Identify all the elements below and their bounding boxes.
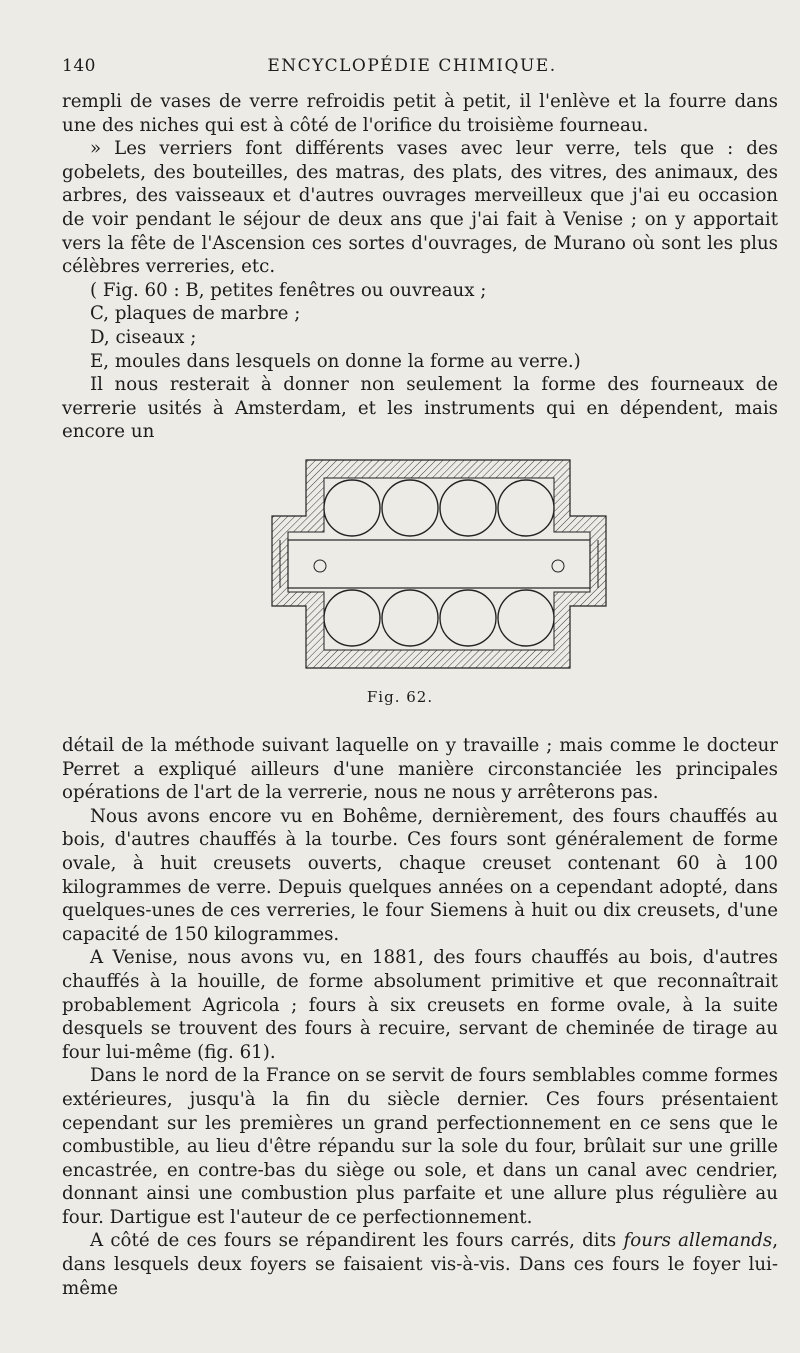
crucible-top-3	[440, 480, 496, 536]
crucible-bottom-3	[440, 590, 496, 646]
crucible-bottom-4	[498, 590, 554, 646]
crucible-bottom-2	[382, 590, 438, 646]
legend-line-b: ( Fig. 60 : B, petites fenêtres ou ouvreaux ;	[90, 279, 487, 301]
fours-carres-end: , dans lesquels deux foyers se faisaient vis-à-vis. Dans ces fours le foyer lui-même	[62, 1230, 778, 1299]
paragraph-continuation: rempli de vases de verre refroidis petit à petit, il l'enlève et la fourre dans une des niches qui est à côté de l'orifice du troisième fourneau.	[62, 91, 778, 136]
paragraph-verriers: » Les verriers font différents vases avec leur verre, tels que : des gobelets, des bouteilles, des matras, des plats, des vitres, des animaux, des arbres, des vaisseaux et d'autres ouvrages merveilleux que j'ai eu occasion de voir pendant le séjour de deux ans que j'ai fait à Venise ; on y apportait vers la fête de l'Ascension ces sortes d'ouvrages, de Murano où sont les plus célèbres verreries, etc.	[62, 138, 778, 278]
paragraph-fours-carres	[62, 1229, 778, 1300]
legend-line-e: E, moules dans lesquels on donne la forme au verre.)	[90, 350, 581, 372]
crucible-top-2	[382, 480, 438, 536]
legend-line-d: D, ciseaux ;	[90, 326, 197, 348]
paragraph-amsterdam: Il nous resterait à donner non seulement la forme des fourneaux de verrerie usités à Amsterdam, et les instruments qui en dépendent, mais encore un	[62, 374, 778, 443]
fours-allemands-term: fours allemands	[623, 1230, 773, 1252]
fours-carres-start: A côté de ces fours se répandirent les fours carrés, dits	[90, 1230, 624, 1252]
top-text-block	[62, 90, 778, 444]
central-bench	[288, 540, 590, 588]
running-title: ENCYCLOPÉDIE CHIMIQUE.	[267, 56, 557, 76]
bottom-text-block	[62, 734, 778, 1300]
paragraph-detail: détail de la méthode suivant laquelle on y travaille ; mais comme le docteur Perret a expliqué ailleurs d'une manière circonstanciée les principales opérations de l'art de la verrerie, nous ne nous y arrêterons pas.	[62, 735, 778, 804]
furnace-plan-figure	[268, 458, 614, 678]
legend-line-c: C, plaques de marbre ;	[90, 303, 301, 325]
paragraph-nord-france: Dans le nord de la France on se servit de fours semblables comme formes extérieures, jusqu'à la fin du siècle dernier. Ces fours présentaient cependant sur les premières un grand perfectionnement en ce sens que le combustible, au lieu d'être répandu sur la sole du four, brûlait sur une grille encastrée, en contre-bas du siège ou sole, et dans un canal avec cendrier, donnant ainsi une combustion plus parfaite et une allure plus régulière au four. Dartigue est l'auteur de ce perfectionnement.	[62, 1065, 778, 1228]
paragraph-boheme: Nous avons encore vu en Bohême, dernièrement, des fours chauffés au bois, d'autres chauffés à la tourbe. Ces fours sont généralement de forme ovale, à huit creusets ouverts, chaque creuset contenant 60 à 100 kilogrammes de verre. Depuis quelques années on a cependant adopté, dans quelques-unes de ces verreries, le four Siemens à huit ou dix creusets, d'une capacité de 150 kilogrammes.	[62, 805, 778, 945]
page-number: 140	[62, 56, 96, 76]
crucible-bottom-1	[324, 590, 380, 646]
figure-caption: Fig. 62.	[366, 688, 434, 706]
paragraph-venise: A Venise, nous avons vu, en 1881, des fours chauffés au bois, d'autres chauffés à la houille, de forme absolument primitive et que reconnaîtrait probablement Agricola ; fours à six creusets en forme ovale, à la suite desquels se trouvent des fours à recuire, servant de cheminée de tirage au four lui-même (fig. 61).	[62, 947, 778, 1063]
crucible-top-1	[324, 480, 380, 536]
crucible-top-4	[498, 480, 554, 536]
